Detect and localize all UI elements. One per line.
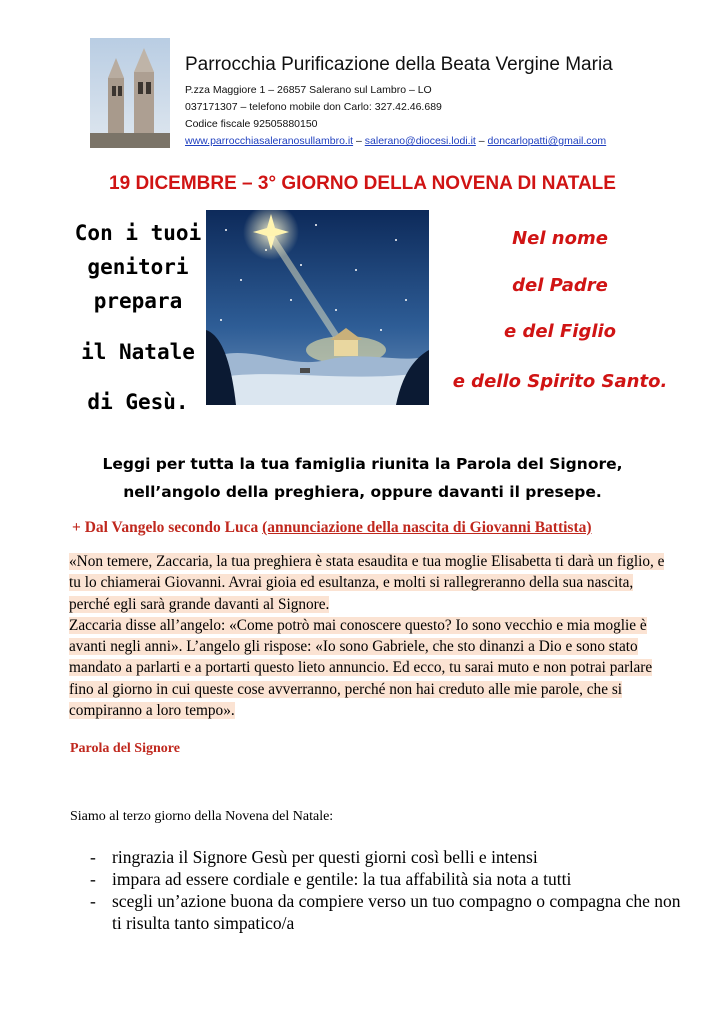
- link-separator: –: [353, 135, 365, 147]
- intro-text: [0, 450, 725, 506]
- right-line-1: Nel nome: [512, 228, 608, 249]
- list-item: [90, 890, 690, 934]
- email-link-salerano[interactable]: salerano@diocesi.lodi.it: [364, 135, 476, 147]
- list-item-text: ringrazia il Signore Gesù per questi giorni così belli e intensi: [112, 847, 538, 867]
- gospel-heading: [72, 519, 592, 537]
- gospel-paragraph-2: Zaccaria disse all’angelo: «Come potrò mai conoscere questo? Io sono vecchio e mia moglie è avanti negli anni». L’angelo gli rispose: «Io sono Gabriele, che sto dinanzi a Dio e sono stato mandato a parlarti e a portarti questo lieto annuncio. Ed ecco, tu sarai muto e non potrai parlare fino al giorno in cui queste cose avverranno, perché non hai creduto alle mie parole, che si compiranno a loro tempo».: [69, 616, 653, 720]
- bullet-dash: -: [90, 891, 96, 911]
- left-line-5: di Gesù.: [87, 390, 189, 414]
- list-item: [90, 868, 690, 890]
- gospel-reading: [69, 551, 669, 721]
- intro-line-2: nell’angolo della preghiera, oppure davanti il presepe.: [123, 483, 602, 501]
- link-separator: –: [475, 135, 488, 147]
- list-item: [90, 846, 690, 868]
- parish-name: Parrocchia Purificazione della Beata Vergine Maria: [185, 54, 613, 75]
- left-line-3: prepara: [93, 289, 183, 313]
- left-line-1: Con i tuoi: [74, 221, 202, 245]
- bullet-dash: -: [90, 869, 96, 889]
- church-bell-towers-photo: [90, 38, 170, 148]
- parish-links: [185, 135, 606, 147]
- right-line-2: del Padre: [512, 275, 608, 296]
- gospel-subtitle: (annunciazione della nascita di Giovanni Battista): [262, 519, 592, 536]
- list-item-text: impara ad essere cordiale e gentile: la tua affabilità sia nota a tutti: [112, 869, 572, 889]
- left-line-2: genitori: [87, 255, 189, 279]
- email-link-doncarlo[interactable]: doncarlopatti@gmail.com: [487, 135, 607, 147]
- page-title: 19 DICEMBRE – 3° GIORNO DELLA NOVENA DI NATALE: [109, 173, 616, 194]
- word-of-lord: Parola del Signore: [70, 741, 180, 756]
- gospel-prefix: + Dal Vangelo secondo Luca: [72, 519, 263, 536]
- list-item-text: scegli un’azione buona da compiere verso un tuo compagno o compagna che non ti risulta tanto simpatico/a: [112, 891, 681, 933]
- parish-phone: 037171307 – telefono mobile don Carlo: 327.42.46.689: [185, 101, 442, 113]
- third-day-text: Siamo al terzo giorno della Novena del Natale:: [70, 809, 334, 824]
- intro-line-1: Leggi per tutta la tua famiglia riunita la Parola del Signore,: [102, 455, 623, 473]
- nativity-star-illustration: [206, 210, 429, 405]
- parish-address: P.zza Maggiore 1 – 26857 Salerano sul Lambro – LO: [185, 84, 432, 96]
- gospel-paragraph-1: «Non temere, Zaccaria, la tua preghiera è stata esaudita e tua moglie Elisabetta ti darà un figlio, e tu lo chiamerai Giovanni. Avrai gioia ed esultanza, e molti si rallegreranno della sua nascita, perché egli sarà grande davanti al Signore.: [69, 553, 665, 613]
- bullet-dash: -: [90, 847, 96, 867]
- todo-list: [90, 846, 690, 934]
- website-link[interactable]: www.parrocchiasaleranosullambro.it: [185, 135, 354, 147]
- right-line-4: e dello Spirito Santo.: [452, 371, 668, 392]
- left-line-4: il Natale: [81, 340, 195, 364]
- parish-fiscal-code: Codice fiscale 92505880150: [185, 118, 318, 130]
- right-line-3: e del Figlio: [503, 321, 617, 342]
